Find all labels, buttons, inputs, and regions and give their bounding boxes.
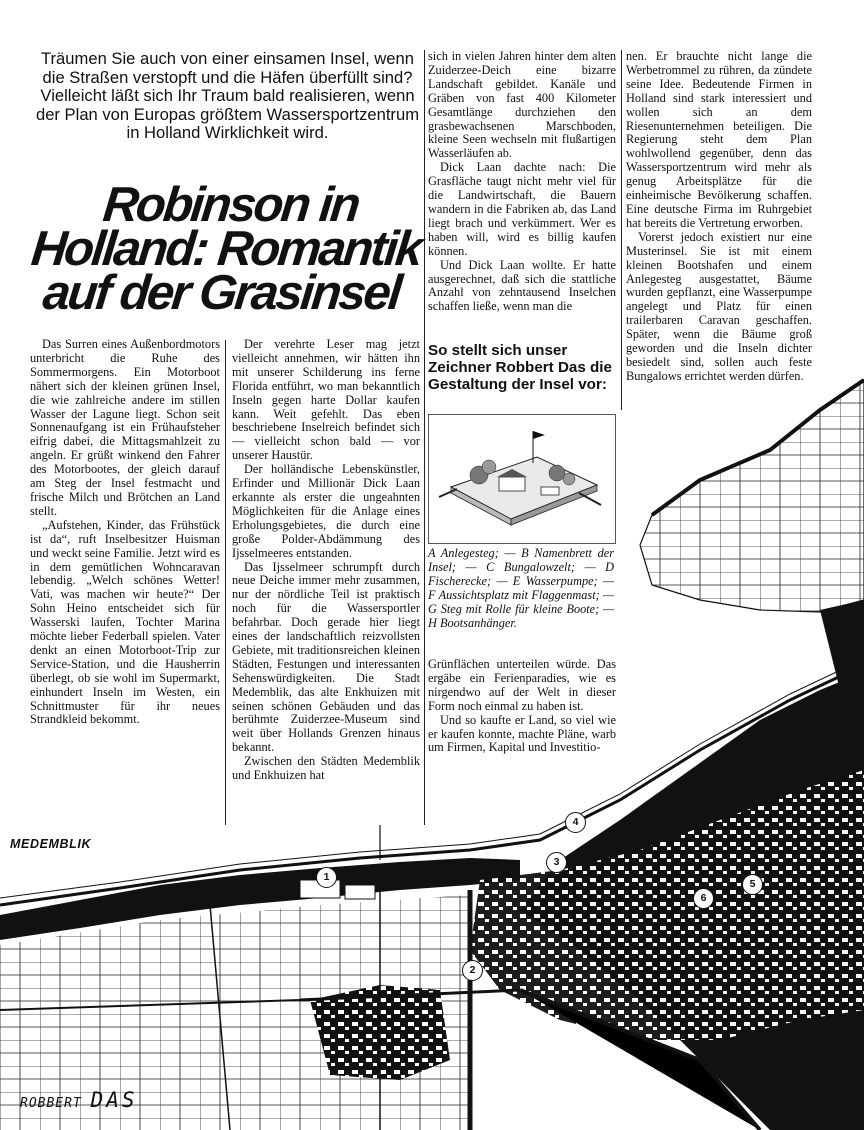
column-3-paragraph: Grünflächen unterteilen würde. Das ergäbe ein Ferienparadies, wie es nirgendwo auf der Welt in dieser Form noch einmal zu haben ist.	[428, 657, 616, 713]
map-marker: 1	[316, 867, 337, 888]
column-3-paragraph: Und so kaufte er Land, so viel wie er kaufen konnte, machte Pläne, warb um Firmen, Kapital und Investitio-	[428, 712, 616, 755]
headline-line-1: Robinson in	[100, 178, 361, 232]
map-marker: 4	[565, 812, 586, 833]
column-4-paragraph: nen. Er brauchte nicht lange die Werbetrommel zu rühren, da zündete seine Idee. Bedeutende Firmen in Holland sind stark interessiert und wollen sich an dem Riesenunternehmen beteiligen. Die Regierung steht dem Plan wohlwollend gegenüber, denn das Wassersportzentrum wird mehr als genug Arbeitsplätze für die einheimische Bevölkerung schaffen. Eine deutsche Firma im Ruhrgebiet hat bereits die Vertretung erworben.	[626, 49, 812, 230]
column-2-paragraph: Das Ijsselmeer schrumpft durch neue Deiche immer mehr zusammen, nur der nördliche Teil ist praktisch noch für die Wassersportler befahrbar. Doch gerade hier liegt eines der landschaftlich reizvollsten Gebiete, mit traditionsreichen kleinen Städten, Festungen und interessanten Sehenswürdigkeiten. Die Stadt Medemblik, das alte Enkhuizen mit seinen schönen Gebäuden und das berühmte Zuiderzee-Museum sind weit über Hollands Grenzen hinaus bekannt.	[232, 559, 420, 755]
map-marker: 5	[742, 874, 763, 895]
signature-first-name: ROBBERT	[20, 1096, 82, 1111]
column-2-paragraph: Der verehrte Leser mag jetzt vielleicht annehmen, wir hätten ihn mit unserer Schilderung ins ferne Florida entführt, wo man bekanntlich Inseln gegen harte Dollar kaufen kann. Weit gefehlt. Das eben beschriebene Inselreich befindet sich — vielleicht schon bald — vor unserer Haustür.	[232, 337, 420, 463]
map-marker: 2	[462, 960, 483, 981]
column-3-paragraph: Und Dick Laan wollte. Er hatte ausgerechnet, daß sich die stattliche Anzahl von zehntausend Inselchen schaffen ließe, wenn man die	[428, 257, 616, 314]
illustration-caption-heading: So stellt sich unser Zeichner Robbert Das die Gestaltung der Insel vor:	[428, 342, 612, 393]
column-3-paragraph: sich in vielen Jahren hinter dem alten Zuiderzee-Deich eine bizarre Landschaft gebildet. Kanäle und Gräben von fast 400 Kilometer Gesamtlänge durchziehen den grasbewachsenen Marschboden, kleine Seen wechseln mit flußartigen Wasserläufen ab.	[428, 49, 616, 161]
column-4-paragraph: Vorerst jedoch existiert nur eine Musterinsel. Sie ist mit einem kleinen Bootshafen und einem Anlegesteg ausgestattet, Bäume wurden gepflanzt, eine Wasserpumpe angelegt und Platz für einen trailerbaren Caravan geschaffen. Später, wenn die Bäume groß geworden und die Inseln dichter besiedelt sind, sollen auch feste Bungalows errichtet werden dürfen.	[626, 229, 812, 383]
map-marker: 3	[546, 852, 567, 873]
illustration-legend: A Anlegesteg; — B Namenbrett der Insel; — C Bungalowzelt; — D Fischerecke; — E Wasserpumpe; — F Aussichtsplatz mit Flaggenmast; — G Steg mit Rolle für kleine Boote; — H Bootsanhänger.	[428, 546, 614, 630]
map-label-medemblik: MEDEMBLIK	[10, 837, 92, 851]
column-1-paragraph: „Aufstehen, Kinder, das Frühstück ist da“, ruft Inselbesitzer Huisman und weckt seine Familie. Jetzt wird es in dem gemütlichen Wohncaravan lebendig. „Welch schönes Wetter! Vati, was machen wir heute?“ Der Sohn Heino entscheidet sich für Wasserski laufen, Tochter Marina möchte lieber Federball spielen. Vater denkt an einen Motorboot-Trip zur Service-Station, und die Hausherrin überlegt, ob sie wohl im Supermarkt, einhundert Inseln im Westen, ein Schnittmuster für ihr neues Strandkleid bekommt.	[30, 517, 220, 727]
headline-line-2: Holland: Romantik	[28, 222, 424, 276]
column-2-paragraph: Zwischen den Städten Medemblik und Enkhuizen hat	[232, 754, 420, 783]
map-marker: 6	[693, 888, 714, 909]
signature-last-name: DAS	[90, 1088, 138, 1112]
artist-signature	[20, 1088, 138, 1112]
intro-text: Träumen Sie auch von einer einsamen Insel, wenn die Straßen verstopft und die Häfen überfüllt sind? Vielleicht läßt sich Ihr Traum bald realisieren, wenn der Plan von Europas größtem Wassersportzentrum in Holland Wirklichkeit wird.	[35, 49, 420, 143]
column-1-paragraph: Das Surren eines Außenbordmotors unterbricht die Ruhe des Sommermorgens. Ein Motorboot nähert sich der kleinen grünen Insel, die wie zahlreiche andere im stillen Wasser der Lagune liegt. Schon seit Sonnenaufgang ist ein Frühaufsteher eifrig dabei, die Mittagsmahlzeit zu angeln. Er grüßt winkend den Fahrer des Motorbootes, der gleich darauf am Steg der Insel festmacht und frische Milch und Brötchen an Land stellt.	[30, 337, 220, 518]
headline-line-3: auf der Grasinsel	[40, 266, 403, 320]
column-2-paragraph: Der holländische Lebenskünstler, Erfinder und Millionär Dick Laan erkannte als erster die ungeahnten Möglichkeiten für die Anlage eines Erholungsgebietes, die durch eine große Polder-Abdämmung des Ijsselmeeres entstanden.	[232, 462, 420, 560]
column-3-paragraph: Dick Laan dachte nach: Die Grasfläche taugt nicht mehr viel für die Landwirtschaft, die Bauern wandern in die Fabriken ab, das Land liegt brach und verkümmert. Wer es haben will, wird es billig kaufen können.	[428, 160, 616, 258]
